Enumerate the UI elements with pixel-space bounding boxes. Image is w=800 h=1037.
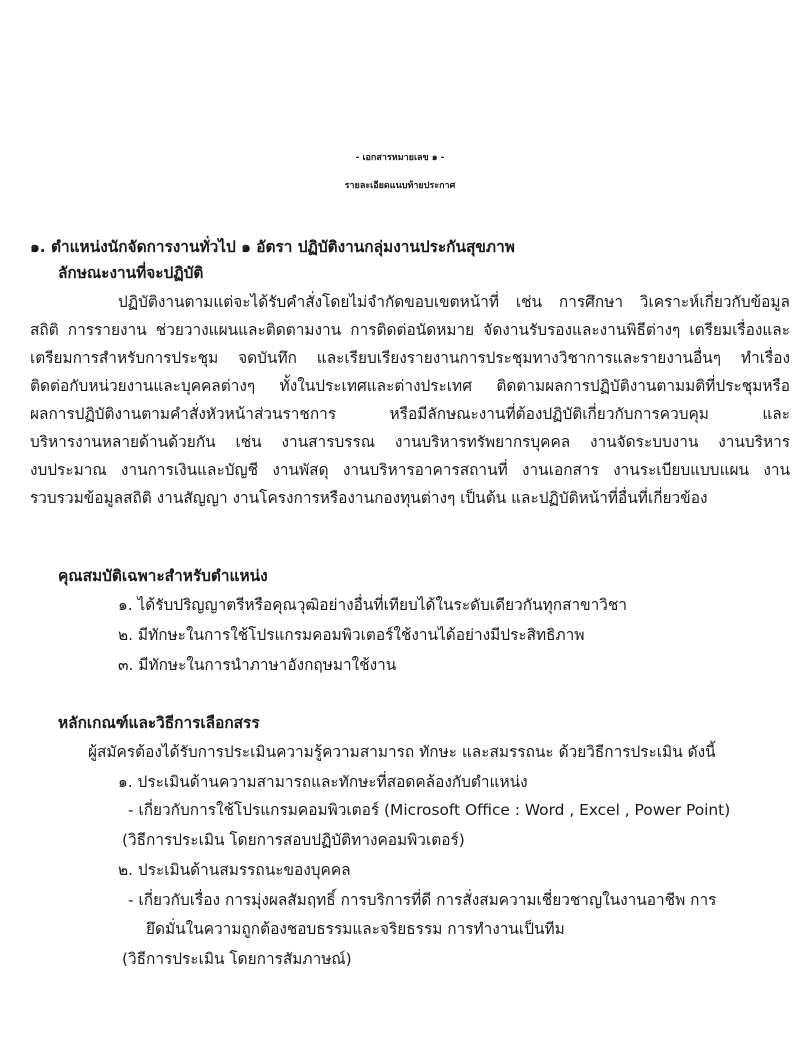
qualification-item: ๒. มีทักษะในการใช้โปรแกรมคอมพิวเตอร์ใช้งานได้อย่างมีประสิทธิภาพ [118,626,585,644]
document-subtitle: รายละเอียดแนบท้ายประกาศ [344,181,456,191]
selection-criteria-intro: ผู้สมัครต้องได้รับการประเมินความรู้ความสามารถ ทักษะ และสมรรถนะ ด้วยวิธีการประเมิน ดังนี้ [88,743,716,761]
evaluation-1-method: (วิธีการประเมิน โดยการสอบปฏิบัติทางคอมพิวเตอร์) [122,831,465,849]
job-nature-line: ปฏิบัติงานตามแต่จะได้รับคำสั่งโดยไม่จำกัดขอบเขตหน้าที่ เช่น การศึกษา วิเคราะห์เกี่ยวกับข้อมูล [118,293,790,311]
job-nature-line: รวบรวมข้อมูลสถิติ งานสัญญา งานโครงการหรืองานกองทุนต่างๆ เป็นต้น และปฏิบัติหน้าที่อื่นที่เกี่ยวข้อง [30,489,708,507]
qualification-item: ๑. ได้รับปริญญาตรีหรือคุณวุฒิอย่างอื่นที่เทียบได้ในระดับเดียวกันทุกสาขาวิชา [118,596,628,614]
evaluation-1-detail: - เกี่ยวกับการใช้โปรแกรมคอมพิวเตอร์ (Microsoft Office : Word , Excel , Power Point) [128,801,731,819]
job-nature-line: ติดต่อกับหน่วยงานและบุคคลต่างๆ ทั้งในประเทศและต่างประเทศ ติดตามผลการปฏิบัติงานตามมติที่ประชุมหรือ [30,377,790,395]
evaluation-2-detail: - เกี่ยวกับเรื่อง การมุ่งผลสัมฤทธิ์ การบริการที่ดี การสั่งสมความเชี่ยวชาญในงานอาชีพ การ [128,891,717,909]
evaluation-2-detail: ยึดมั่นในความถูกต้องชอบธรรมและจริยธรรม การทำงานเป็นทีม [146,920,565,938]
qualification-item: ๓. มีทักษะในการนำภาษาอังกฤษมาใช้งาน [118,656,397,674]
job-nature-line: บริหารงานหลายด้านด้วยกัน เช่น งานสารบรรณ งานบริหารทรัพยากรบุคคล งานจัดระบบงาน งานบริหาร [30,433,790,451]
job-nature-line: งบประมาณ งานการเงินและบัญชี งานพัสดุ งานบริหารอาคารสถานที่ งานเอกสาร งานระเบียบแบบแผน งาน [30,461,790,479]
job-nature-heading: ลักษณะงานที่จะปฏิบัติ [58,264,204,282]
qualifications-heading: คุณสมบัติเฉพาะสำหรับตำแหน่ง [58,567,268,585]
document-number: - เอกสารหมายเลข ๑ - [355,153,445,163]
position-heading: ๑. ตำแหน่งนักจัดการงานทั่วไป ๑ อัตรา ปฏิบัติงานกลุ่มงานประกันสุขภาพ [30,238,515,256]
selection-criteria-heading: หลักเกณฑ์และวิธีการเลือกสรร [58,714,260,732]
job-nature-line: ผลการปฏิบัติงานตามคำสั่งหัวหน้าส่วนราชการ หรือมีลักษณะงานที่ต้องปฏิบัติเกี่ยวกับการควบคุม และ [30,405,790,423]
evaluation-2-method: (วิธีการประเมิน โดยการสัมภาษณ์) [122,950,352,968]
job-nature-line: สถิติ การรายงาน ช่วยวางแผนและติดตามงาน การติดต่อนัดหมาย จัดงานรับรองและงานพิธีต่างๆ เตรียมเรื่องและ [30,321,790,339]
job-nature-line: เตรียมการสำหรับการประชุม จดบันทึก และเรียบเรียงรายงานการประชุมทางวิชาการและรายงานอื่นๆ ทำเรื่อง [30,349,790,367]
evaluation-2-title: ๒. ประเมินด้านสมรรถนะของบุคคล [118,861,351,879]
evaluation-1-title: ๑. ประเมินด้านความสามารถและทักษะที่สอดคล้องกับตำแหน่ง [118,773,528,791]
